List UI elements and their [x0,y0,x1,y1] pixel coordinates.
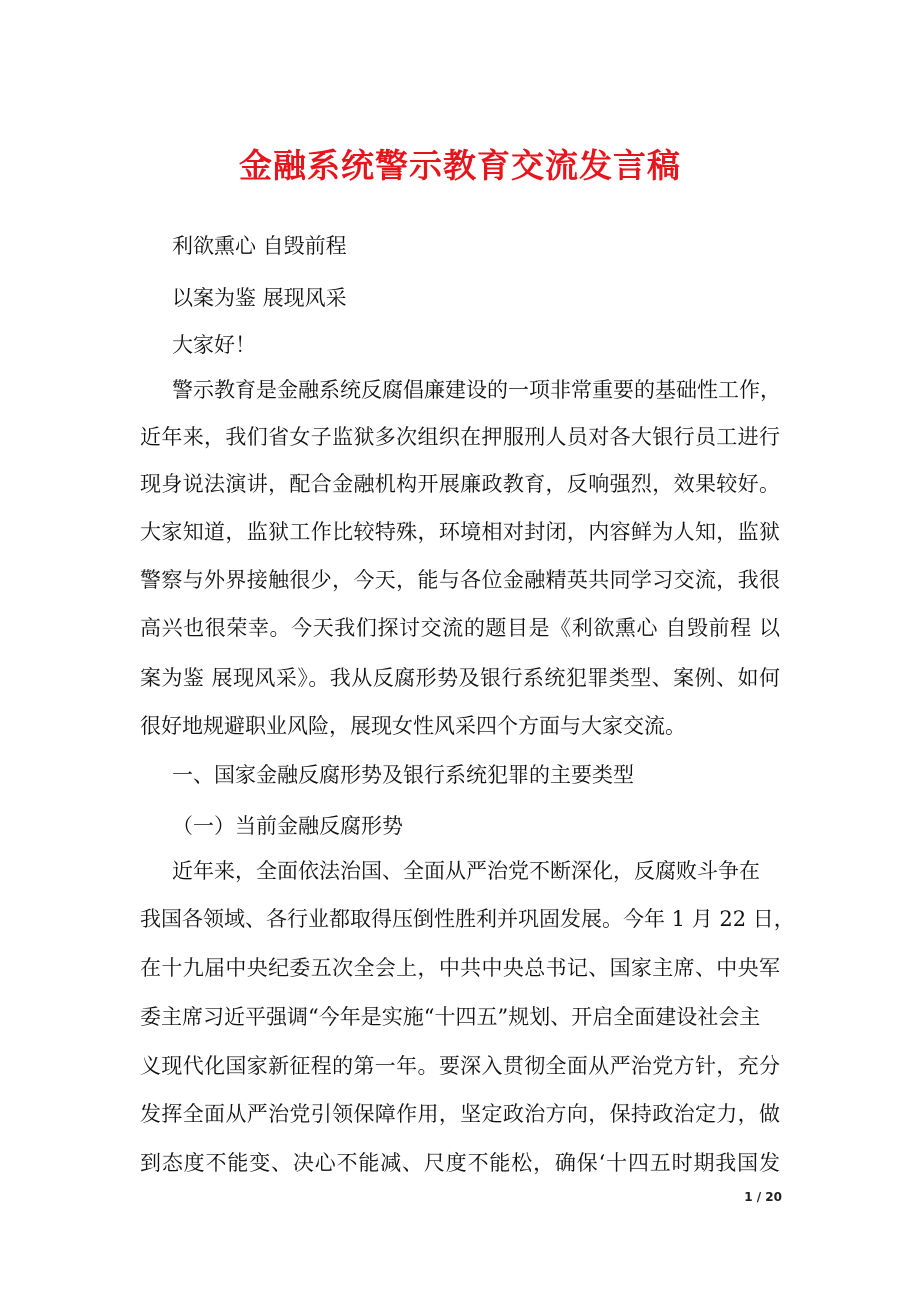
para2-line: 在十九届中央纪委五次全会上，中共中央总书记、国家主席、中央军 [140,956,780,980]
para2-line: 义现代化国家新征程的第一年。要深入贯彻全面从严治党方针，充分 [140,1054,780,1078]
greeting: 大家好！ [172,333,256,357]
subtitle-line-2: 以案为鉴 展现风采 [172,286,347,310]
section-heading-2: （一）当前金融反腐形势 [172,814,403,838]
para1-line: 现身说法演讲，配合金融机构开展廉政教育，反响强烈，效果较好。 [140,472,780,496]
para1-line: 大家知道，监狱工作比较特殊，环境相对封闭，内容鲜为人知，监狱 [140,520,780,544]
page-number: 1 / 20 [744,1190,782,1204]
section-heading-1: 一、国家金融反腐形势及银行系统犯罪的主要类型 [172,763,634,787]
para1-line: 案为鉴 展现风采》。我从反腐形势及银行系统犯罪类型、案例、如何 [140,666,780,690]
para1-line: 警察与外界接触很少，今天，能与各位金融精英共同学习交流，我很 [140,568,780,592]
para1-line: 很好地规避职业风险，展现女性风采四个方面与大家交流。 [140,714,686,738]
para2-line: 近年来，全面依法治国、全面从严治党不断深化，反腐败斗争在 [172,859,760,883]
subtitle-line-1: 利欲熏心 自毁前程 [172,234,347,258]
para1-line: 警示教育是金融系统反腐倡廉建设的一项非常重要的基础性工作， [172,378,781,402]
para2-line: 委主席习近平强调“今年是实施“十四五”规划、开启全面建设社会主 [140,1005,761,1029]
para1-line: 近年来，我们省女子监狱多次组织在押服刑人员对各大银行员工进行 [140,425,780,449]
para2-line: 我国各领域、各行业都取得压倒性胜利并巩固发展。今年 1 月 22 日， [140,907,795,931]
para2-line: 到态度不能变、决心不能减、尺度不能松，确保‘十四五时期我国发 [140,1151,780,1175]
para2-line: 发挥全面从严治党引领保障作用，坚定政治方向，保持政治定力，做 [140,1102,780,1126]
document-title: 金融系统警示教育交流发言稿 [239,146,681,185]
para1-line: 高兴也很荣幸。今天我们探讨交流的题目是《利欲熏心 自毁前程 以 [140,616,780,640]
